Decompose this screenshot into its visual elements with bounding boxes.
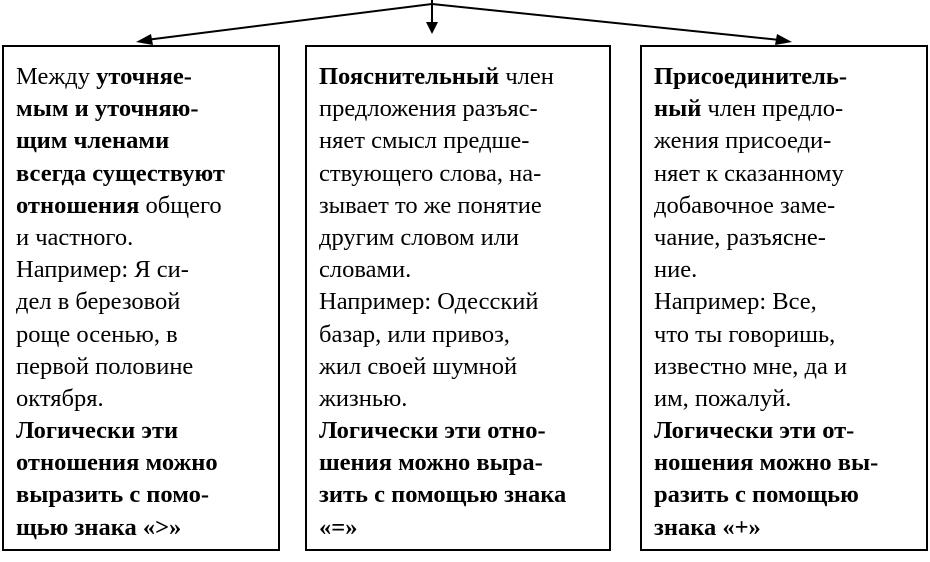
text-segment: няет смысл предше-	[319, 127, 530, 155]
text-line	[654, 383, 878, 415]
text-line	[319, 61, 566, 93]
text-line	[16, 319, 225, 351]
text-segment: первой половине	[16, 352, 194, 380]
text-line	[319, 512, 566, 544]
text-segment: предложения разъяс-	[319, 95, 538, 123]
bold-text: Логически эти от-	[654, 417, 855, 445]
bold-text: Пояснительный	[319, 63, 506, 90]
text-segment: известно мне, да и	[654, 352, 848, 380]
box-text	[319, 61, 566, 544]
text-segment: ние.	[654, 256, 698, 284]
box-text	[654, 61, 878, 544]
text-line	[319, 351, 566, 383]
text-line	[319, 254, 566, 286]
text-line	[654, 158, 878, 190]
text-line	[16, 158, 225, 190]
bold-text: ношения можно вы-	[654, 449, 879, 477]
text-segment: Например: Одесский	[319, 288, 539, 316]
text-segment: словами.	[319, 256, 412, 284]
bold-text: всегда существуют	[16, 159, 225, 187]
text-line	[16, 383, 225, 415]
text-segment: что ты говоришь,	[654, 320, 836, 348]
text-line	[319, 286, 566, 318]
text-line	[16, 447, 225, 479]
bold-text: зить с помощью знака	[319, 481, 567, 509]
bold-text: Логически эти отно-	[319, 417, 546, 445]
bold-text: разить с помощью	[654, 481, 859, 509]
text-segment: жил своей шумной	[319, 352, 518, 380]
text-line	[16, 286, 225, 318]
bold-text: отношения	[16, 191, 146, 219]
text-line	[654, 222, 878, 254]
text-line	[654, 447, 878, 479]
text-line	[654, 93, 878, 125]
bold-text: шения можно выра-	[319, 449, 543, 477]
text-segment: Например: Я си-	[16, 256, 189, 284]
text-line	[319, 383, 566, 415]
text-line	[319, 93, 566, 125]
text-segment: чание, разъясне-	[654, 223, 826, 251]
text-line	[16, 415, 225, 447]
text-line	[16, 190, 225, 222]
bold-text: щим членами	[16, 127, 170, 155]
box-adjoining-member	[640, 45, 928, 551]
text-segment: ствующего слова, на-	[319, 159, 542, 187]
text-line	[319, 222, 566, 254]
bold-text: мым и уточняю-	[16, 95, 199, 123]
box-text	[16, 61, 225, 544]
stem-arrowhead	[426, 22, 438, 34]
text-segment: добавочное заме-	[654, 191, 836, 219]
text-line	[654, 415, 878, 447]
text-line	[654, 319, 878, 351]
text-line	[654, 286, 878, 318]
text-segment: и частного.	[16, 223, 134, 251]
text-line	[319, 415, 566, 447]
text-segment: роще осенью, в	[16, 320, 178, 348]
text-line	[654, 479, 878, 511]
text-segment: октября.	[16, 384, 104, 412]
text-line	[16, 512, 225, 544]
right-arrowhead	[775, 34, 792, 45]
left-arrowhead	[136, 34, 153, 45]
bold-text: уточняе-	[96, 63, 192, 90]
text-line	[319, 479, 566, 511]
text-line	[16, 479, 225, 511]
text-line	[16, 61, 225, 93]
bold-text: «=»	[319, 513, 358, 541]
bold-text: щью знака «>»	[16, 513, 182, 541]
text-line	[319, 190, 566, 222]
bold-text: ный	[654, 95, 708, 123]
text-segment: зывает то же понятие	[319, 191, 542, 219]
text-segment: им, пожалуй.	[654, 384, 792, 412]
bold-text: выразить с помо-	[16, 481, 209, 509]
bold-text: знака «+»	[654, 513, 761, 541]
text-line	[654, 125, 878, 157]
text-segment: базар, или привоз,	[319, 320, 510, 348]
text-line	[319, 158, 566, 190]
text-line	[16, 125, 225, 157]
text-line	[654, 351, 878, 383]
text-line	[654, 61, 878, 93]
text-line	[654, 254, 878, 286]
text-line	[319, 319, 566, 351]
text-segment: общего	[145, 191, 222, 219]
text-segment: другим словом или	[319, 223, 520, 251]
text-line	[16, 222, 225, 254]
text-line	[319, 125, 566, 157]
text-segment: жизнью.	[319, 384, 408, 412]
connector-left-branch	[146, 4, 432, 40]
bold-text: Присоединитель-	[654, 63, 847, 90]
text-line	[654, 190, 878, 222]
text-segment: жения присоеди-	[654, 127, 832, 155]
text-line	[16, 93, 225, 125]
text-line	[16, 254, 225, 286]
text-segment: член	[505, 63, 554, 90]
text-segment: член предло-	[707, 95, 844, 123]
bold-text: отношения можно	[16, 449, 218, 477]
box-specifying-member	[2, 45, 280, 551]
text-segment: Между	[16, 63, 97, 90]
text-line	[654, 512, 878, 544]
text-line	[16, 351, 225, 383]
text-line	[319, 447, 566, 479]
text-segment: дел в березовой	[16, 288, 181, 316]
bold-text: Логически эти	[16, 417, 179, 445]
box-explanatory-member	[305, 45, 611, 551]
text-segment: Например: Все,	[654, 288, 817, 316]
connector-right-branch	[432, 4, 780, 40]
text-segment: няет к сказанному	[654, 159, 844, 187]
